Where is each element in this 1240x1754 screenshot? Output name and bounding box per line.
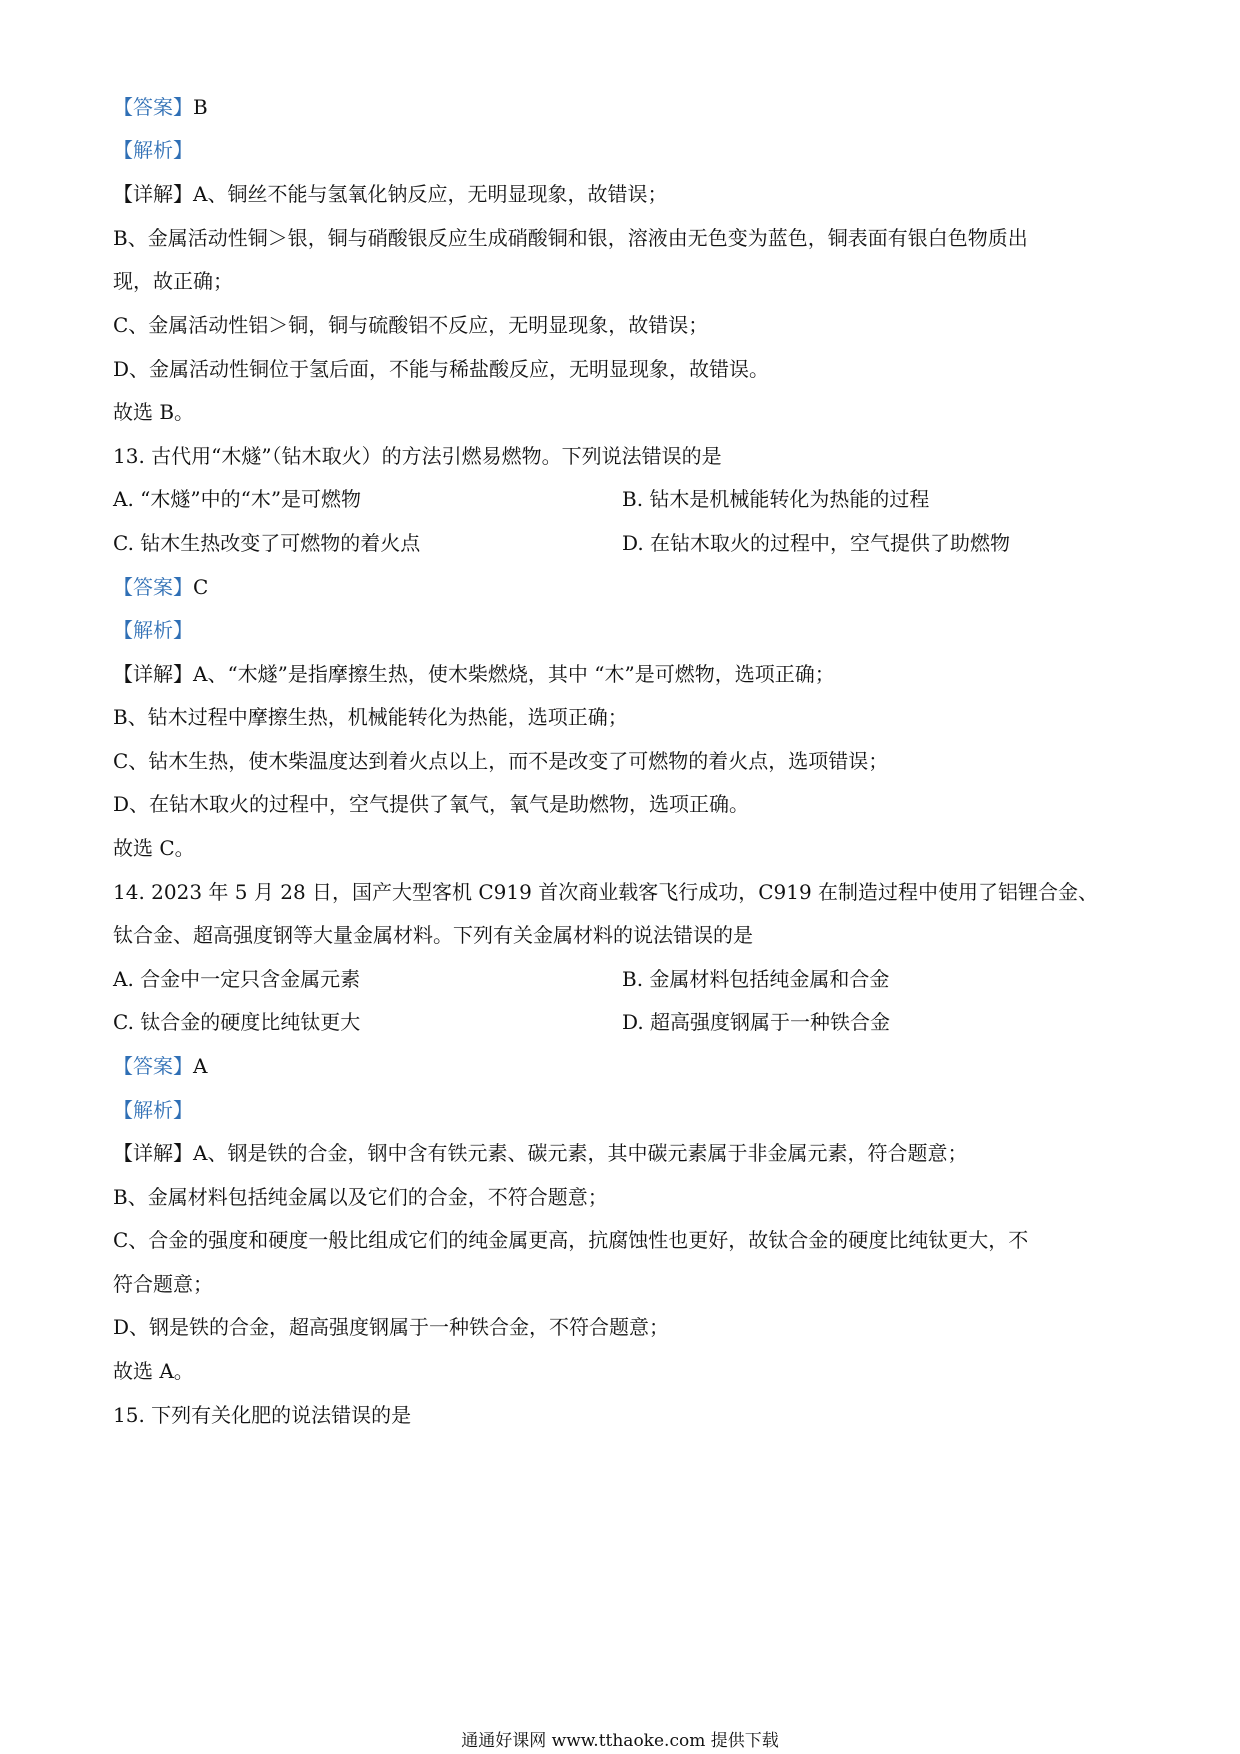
q14-analysis-label: 【解析】 — [113, 1098, 193, 1122]
q13-detail-b: B、钻木过程中摩擦生热，机械能转化为热能，选项正确； — [113, 705, 628, 729]
q13-detail-a: A、“木燧”是指摩擦生热，使木柴燃烧，其中 “木”是可燃物，选项正确； — [193, 662, 835, 686]
answer-label: 【答案】 — [113, 575, 193, 599]
q14-detail-c-2: 符合题意； — [113, 1272, 213, 1296]
q15-stem: 15. 下列有关化肥的说法错误的是 — [113, 1403, 412, 1427]
q14-option-d: D. 超高强度钢属于一种铁合金 — [622, 1010, 891, 1034]
q13-conclusion: 故选 C。 — [113, 836, 195, 860]
q13-answer-line — [113, 573, 208, 601]
q12-answer-line — [113, 93, 208, 121]
q12-detail-b-2: 现，故正确； — [113, 269, 233, 293]
q12-detail-d: D、金属活动性铜位于氢后面，不能与稀盐酸反应，无明显现象，故错误。 — [113, 357, 770, 381]
q13-stem: 13. 古代用“木燧”（钻木取火）的方法引燃易燃物。下列说法错误的是 — [113, 444, 722, 468]
q14-answer: A — [193, 1054, 208, 1078]
q14-stem-1: 14. 2023 年 5 月 28 日，国产大型客机 C919 首次商业载客飞行成功，C919 在制造过程中使用了铝锂合金、 — [113, 880, 1099, 904]
q13-detail-d: D、在钻木取火的过程中，空气提供了氧气，氧气是助燃物，选项正确。 — [113, 792, 750, 816]
q14-option-a: A. 合金中一定只含金属元素 — [113, 967, 361, 991]
q14-option-b: B. 金属材料包括纯金属和合金 — [622, 967, 890, 991]
q13-option-b: B. 钻木是机械能转化为热能的过程 — [622, 487, 930, 511]
q13-analysis-label: 【解析】 — [113, 618, 193, 642]
q13-option-a: A. “木燧”中的“木”是可燃物 — [113, 487, 362, 511]
answer-label: 【答案】 — [113, 1054, 193, 1078]
q14-option-c: C. 钛合金的硬度比纯钛更大 — [113, 1010, 361, 1034]
q14-stem-2: 钛合金、超高强度钢等大量金属材料。下列有关金属材料的说法错误的是 — [113, 923, 753, 947]
q12-answer: B — [193, 95, 208, 119]
q13-answer: C — [193, 575, 209, 599]
q14-detail-b: B、金属材料包括纯金属以及它们的合金，不符合题意； — [113, 1185, 608, 1209]
q13-option-d: D. 在钻木取火的过程中，空气提供了助燃物 — [622, 531, 1011, 555]
q12-detail-a-line — [113, 180, 667, 208]
detail-label: 【详解】 — [113, 662, 193, 686]
q14-detail-a: A、钢是铁的合金，钢中含有铁元素、碳元素，其中碳元素属于非金属元素，符合题意； — [193, 1141, 968, 1165]
q12-analysis-label: 【解析】 — [113, 138, 193, 162]
q14-answer-line — [113, 1052, 207, 1080]
q13-detail-c: C、钻木生热，使木柴温度达到着火点以上，而不是改变了可燃物的着火点，选项错误； — [113, 749, 889, 773]
q14-detail-c-1: C、合金的强度和硬度一般比组成它们的纯金属更高，抗腐蚀性也更好，故钛合金的硬度比纯钛更大，不 — [113, 1228, 1029, 1252]
q14-detail-a-line — [113, 1139, 967, 1167]
q12-detail-b-1: B、金属活动性铜＞银，铜与硝酸银反应生成硝酸铜和银，溶液由无色变为蓝色，铜表面有银白色物质出 — [113, 226, 1028, 250]
q14-conclusion: 故选 A。 — [113, 1359, 194, 1383]
q12-detail-c: C、金属活动性铝＞铜，铜与硫酸铝不反应，无明显现象，故错误； — [113, 313, 709, 337]
q14-detail-d: D、钢是铁的合金，超高强度钢属于一种铁合金，不符合题意； — [113, 1315, 670, 1339]
q13-detail-a-line — [113, 660, 835, 688]
q12-detail-a: A、铜丝不能与氢氧化钠反应，无明显现象，故错误； — [193, 182, 668, 206]
footer-text: 通通好课网 www.tthaoke.com 提供下载 — [461, 1731, 779, 1751]
detail-label: 【详解】 — [113, 182, 193, 206]
q13-option-c: C. 钻木生热改变了可燃物的着火点 — [113, 531, 421, 555]
q12-conclusion: 故选 B。 — [113, 400, 195, 424]
detail-label: 【详解】 — [113, 1141, 193, 1165]
answer-label: 【答案】 — [113, 95, 193, 119]
